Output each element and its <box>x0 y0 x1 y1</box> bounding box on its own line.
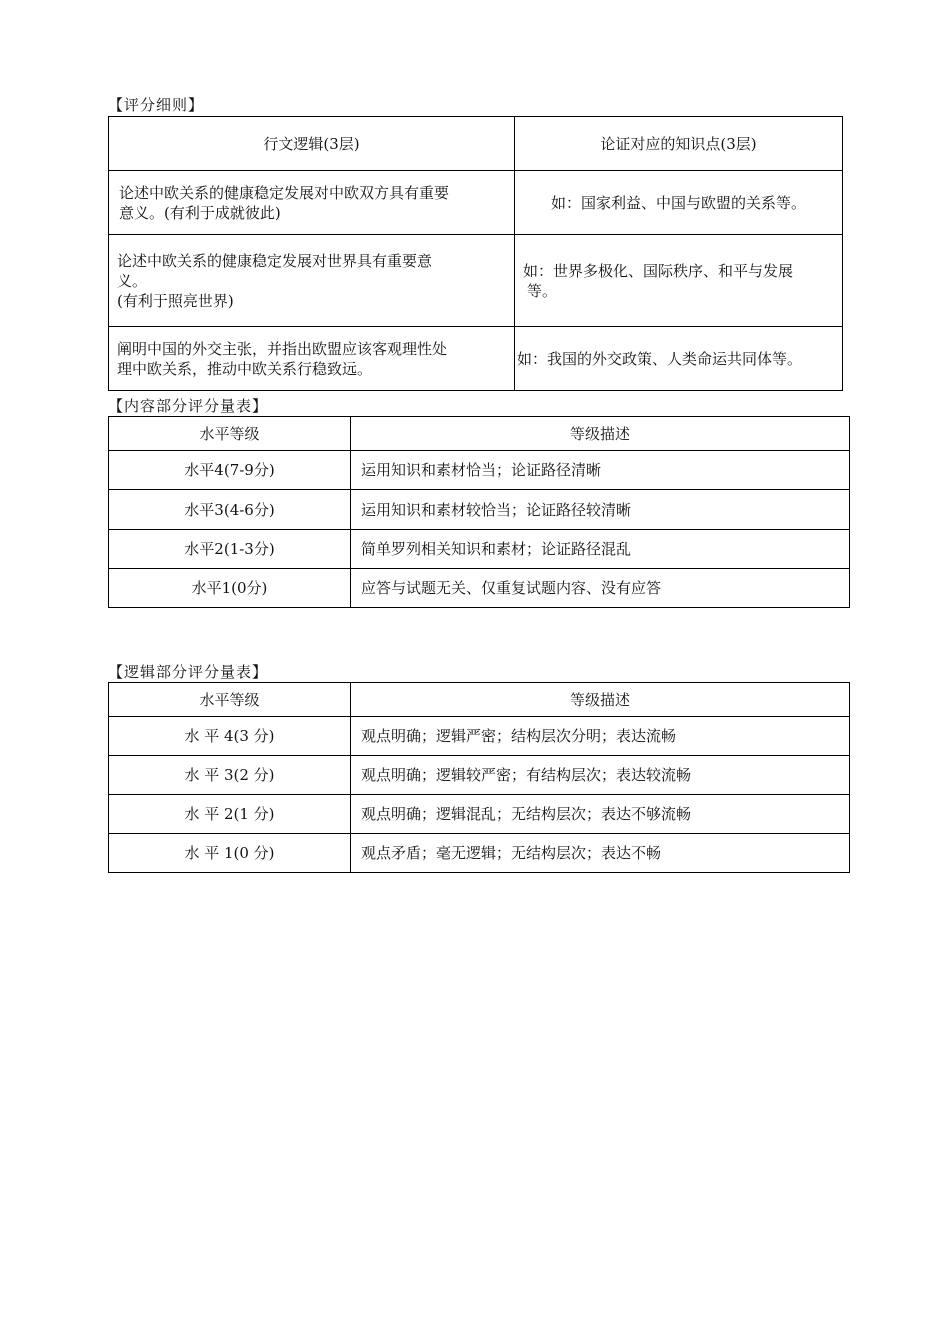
logic-scale-table <box>108 682 850 873</box>
cell-line: 如：世界多极化、国际秩序、和平与发展 <box>523 261 794 280</box>
description-cell: 运用知识和素材恰当；论证路径清晰 <box>351 451 850 490</box>
level-cell: 水 平 1(0 分) <box>109 834 351 873</box>
content-scale-title: 【内容部分评分量表】 <box>108 397 269 415</box>
table-row <box>109 171 843 235</box>
header-logic: 行文逻辑(3层) <box>109 117 515 171</box>
logic-cell <box>109 235 515 327</box>
level-cell: 水 平 4(3 分) <box>109 717 351 756</box>
cell-line: 理中欧关系，推动中欧关系行稳致远。 <box>117 359 373 378</box>
knowledge-cell <box>515 171 843 235</box>
description-cell: 应答与试题无关、仅重复试题内容、没有应答 <box>351 569 850 608</box>
cell-line: 义。 <box>117 271 148 290</box>
header-knowledge: 论证对应的知识点(3层) <box>515 117 843 171</box>
content-scale-table <box>108 416 850 608</box>
level-cell: 水 平 2(1 分) <box>109 795 351 834</box>
table-row <box>109 834 850 873</box>
level-cell: 水平3(4-6分) <box>109 490 351 530</box>
table-row <box>109 569 850 608</box>
table-row <box>109 327 843 391</box>
cell-line: 论述中欧关系的健康稳定发展对中欧双方具有重要 <box>119 183 450 202</box>
cell-line: 等。 <box>527 281 558 300</box>
logic-cell <box>109 327 515 391</box>
table-row <box>109 490 850 530</box>
description-cell: 运用知识和素材较恰当；论证路径较清晰 <box>351 490 850 530</box>
table-row <box>109 717 850 756</box>
description-cell: 观点明确；逻辑混乱；无结构层次；表达不够流畅 <box>351 795 850 834</box>
description-cell: 观点明确；逻辑严密；结构层次分明；表达流畅 <box>351 717 850 756</box>
cell-line: 阐明中国的外交主张，并指出欧盟应该客观理性处 <box>117 339 448 358</box>
table-row <box>109 795 850 834</box>
logic-cell <box>109 171 515 235</box>
table-header-row <box>109 683 850 717</box>
level-cell: 水平1(0分) <box>109 569 351 608</box>
knowledge-cell <box>515 327 843 391</box>
header-level: 水平等级 <box>109 683 351 717</box>
table-header-row <box>109 117 843 171</box>
level-cell: 水平4(7-9分) <box>109 451 351 490</box>
table-row <box>109 756 850 795</box>
header-level: 水平等级 <box>109 417 351 451</box>
level-cell: 水平2(1-3分) <box>109 530 351 569</box>
table-row <box>109 530 850 569</box>
level-cell: 水 平 3(2 分) <box>109 756 351 795</box>
description-cell: 观点矛盾；毫无逻辑；无结构层次；表达不畅 <box>351 834 850 873</box>
scoring-details-title: 【评分细则】 <box>108 96 205 114</box>
description-cell: 观点明确；逻辑较严密；有结构层次；表达较流畅 <box>351 756 850 795</box>
cell-line: 如：我国的外交政策、人类命运共同体等。 <box>517 349 803 368</box>
table-row <box>109 451 850 490</box>
table-row <box>109 235 843 327</box>
cell-line: 如：国家利益、中国与欧盟的关系等。 <box>550 193 806 212</box>
scoring-details-table <box>108 116 843 391</box>
header-description: 等级描述 <box>351 417 850 451</box>
header-description: 等级描述 <box>351 683 850 717</box>
cell-line: (有利于照亮世界) <box>117 291 234 310</box>
logic-scale-title: 【逻辑部分评分量表】 <box>108 663 269 681</box>
knowledge-cell <box>515 235 843 327</box>
description-cell: 简单罗列相关知识和素材；论证路径混乱 <box>351 530 850 569</box>
cell-line: 论述中欧关系的健康稳定发展对世界具有重要意 <box>117 251 433 270</box>
cell-line: 意义。(有利于成就彼此) <box>119 203 281 222</box>
table-header-row <box>109 417 850 451</box>
